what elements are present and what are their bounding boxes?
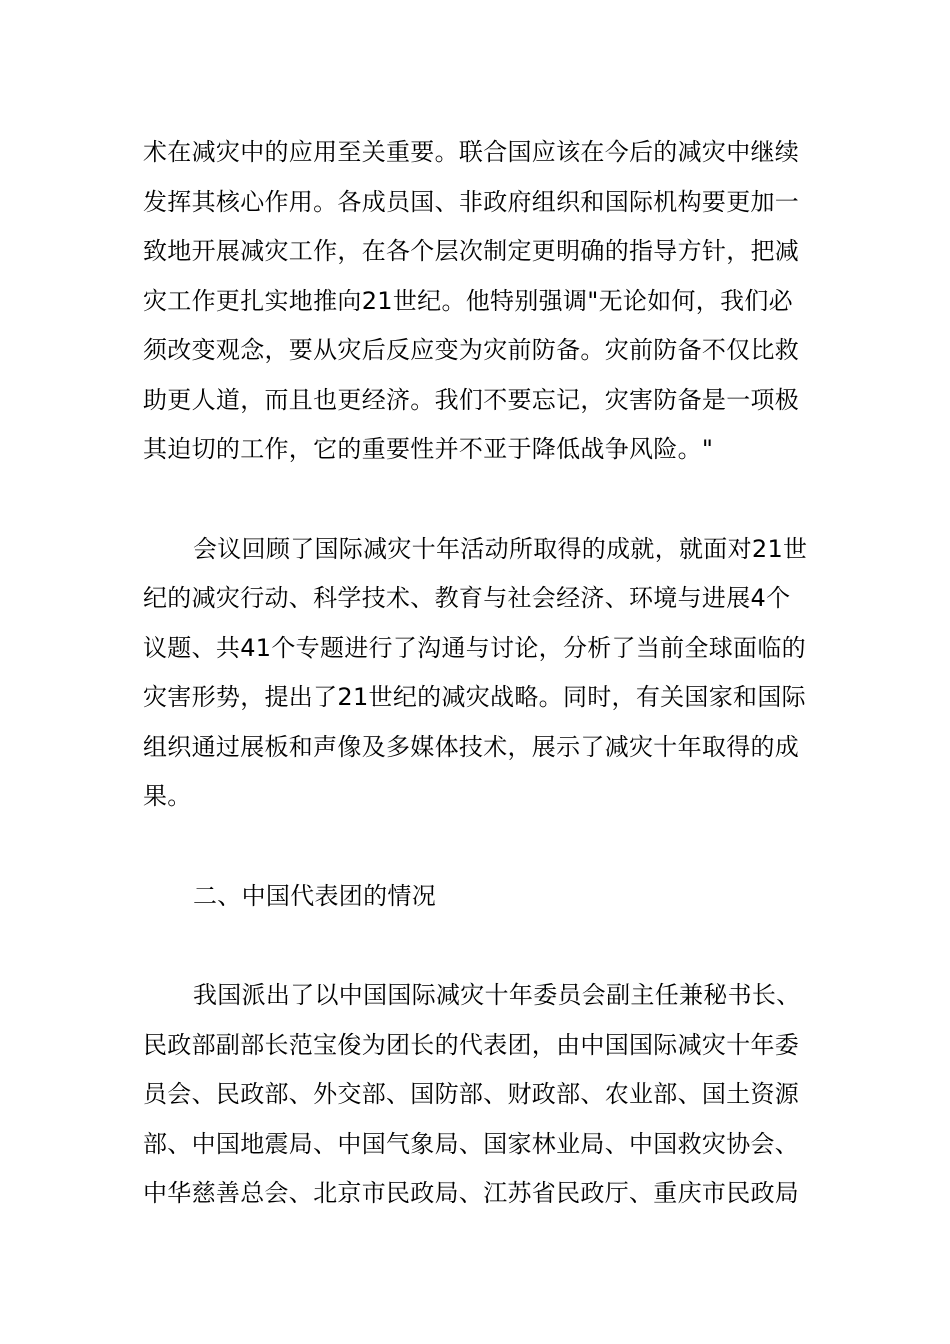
paragraph-3-line: 员会、民政部、外交部、国防部、财政部、农业部、国土资源 bbox=[143, 1080, 800, 1108]
paragraph-2-line: 议题、共41个专题进行了沟通与讨论，分析了当前全球面临的 bbox=[143, 634, 806, 662]
paragraph-2-line: 组织通过展板和声像及多媒体技术，展示了减灾十年取得的成 bbox=[143, 733, 800, 761]
paragraph-1-line: 助更人道，而且也更经济。我们不要忘记，灾害防备是一项极 bbox=[143, 386, 800, 414]
paragraph-2-line: 果。 bbox=[143, 782, 192, 810]
section-heading: 二、中国代表团的情况 bbox=[193, 882, 436, 910]
paragraph-3-line: 我国派出了以中国国际减灾十年委员会副主任兼秘书长、 bbox=[193, 981, 801, 1009]
paragraph-3-line: 民政部副部长范宝俊为团长的代表团，由中国国际减灾十年委 bbox=[143, 1031, 800, 1059]
paragraph-1-line: 发挥其核心作用。各成员国、非政府组织和国际机构要更加一 bbox=[143, 188, 800, 216]
paragraph-2-line: 纪的减灾行动、科学技术、教育与社会经济、环境与进展4个 bbox=[143, 584, 791, 612]
paragraph-2-line: 灾害形势，提出了21世纪的减灾战略。同时，有关国家和国际 bbox=[143, 683, 806, 711]
paragraph-1-line: 其迫切的工作，它的重要性并不亚于降低战争风险。" bbox=[143, 435, 714, 463]
paragraph-1-line: 须改变观念，要从灾后反应变为灾前防备。灾前防备不仅比救 bbox=[143, 336, 800, 364]
paragraph-1-line: 术在减灾中的应用至关重要。联合国应该在今后的减灾中继续 bbox=[143, 138, 800, 166]
paragraph-3-line: 中华慈善总会、北京市民政局、江苏省民政厅、重庆市民政局 bbox=[143, 1179, 800, 1207]
paragraph-1-line: 致地开展减灾工作，在各个层次制定更明确的指导方针，把减 bbox=[143, 237, 800, 265]
paragraph-1-line: 灾工作更扎实地推向21世纪。他特别强调"无论如何，我们必 bbox=[143, 287, 793, 315]
paragraph-2-line: 会议回顾了国际减灾十年活动所取得的成就，就面对21世 bbox=[193, 535, 808, 563]
paragraph-3-line: 部、中国地震局、中国气象局、国家林业局、中国救灾协会、 bbox=[143, 1130, 800, 1158]
